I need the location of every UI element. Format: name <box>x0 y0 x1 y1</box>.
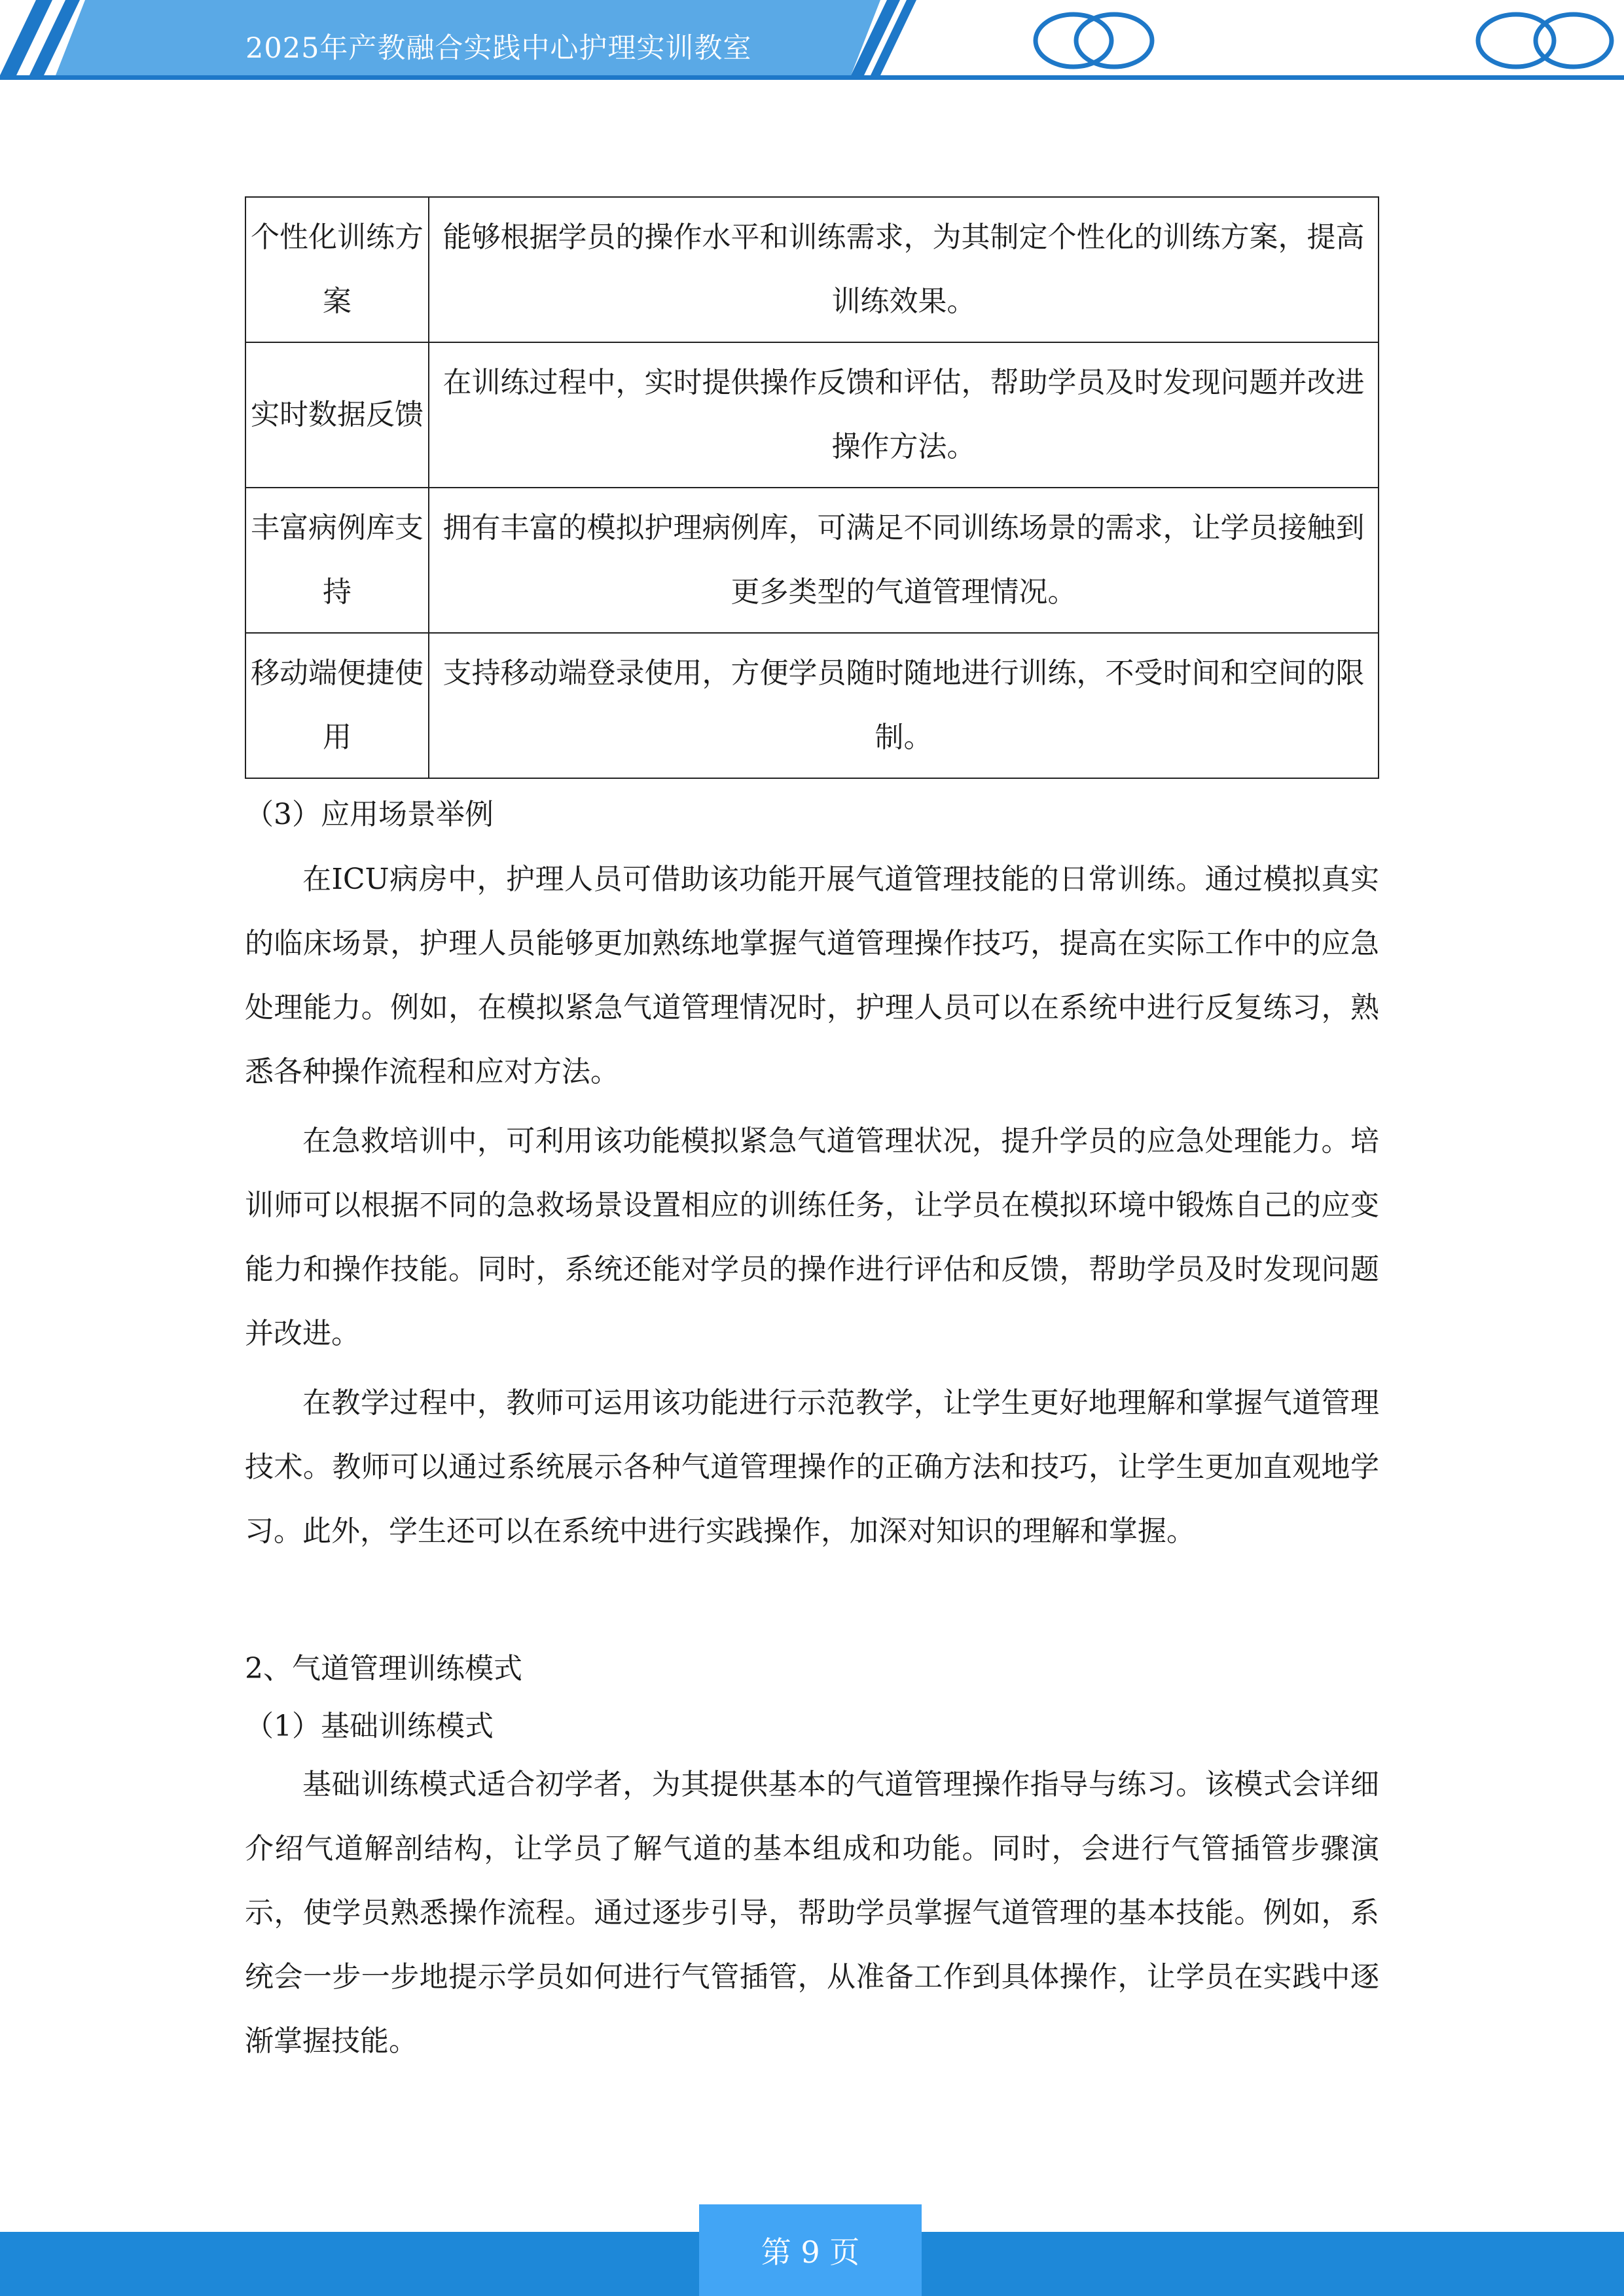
table-cell-description: 在训练过程中，实时提供操作反馈和评估，帮助学员及时发现问题并改进操作方法。 <box>429 342 1379 488</box>
header-decoration <box>0 0 1624 85</box>
table-cell-description: 能够根据学员的操作水平和训练需求，为其制定个性化的训练方案，提高训练效果。 <box>429 197 1379 342</box>
section-training-modes <box>245 1649 1379 2073</box>
paragraph: 基础训练模式适合初学者，为其提供基本的气道管理操作指导与练习。该模式会详细介绍气道解剖结构，让学员了解气道的基本组成和功能。同时，会进行气管插管步骤演示，使学员熟悉操作流程。通过逐步引导，帮助学员掌握气道管理的基本技能。例如，系统会一步一步地提示学员如何进行气管插管，从准备工作到具体操作，让学员在实践中逐渐掌握技能。 <box>245 1768 1379 2058</box>
table-cell-feature: 实时数据反馈 <box>245 342 429 488</box>
paragraph: 在教学过程中，教师可运用该功能进行示范教学，让学生更好地理解和掌握气道管理技术。教师可以通过系统展示各种气道管理操作的正确方法和技巧，让学生更加直观地学习。此外，学生还可以在系统中进行实践操作，加深对知识的理解和掌握。 <box>245 1386 1379 1548</box>
page-header <box>0 0 1624 85</box>
section-heading: 2、气道管理训练模式 <box>245 1652 522 1685</box>
table-cell-feature: 丰富病例库支持 <box>245 488 429 633</box>
page-number-box <box>699 2204 922 2296</box>
subsection-heading: （1）基础训练模式 <box>245 1710 494 1743</box>
rings-logo-right-icon <box>1478 14 1612 67</box>
feature-table <box>245 196 1379 779</box>
table-cell-description: 拥有丰富的模拟护理病例库，可满足不同训练场景的需求，让学员接触到更多类型的气道管理情况。 <box>429 488 1379 633</box>
section-application-scenarios <box>245 795 1379 1564</box>
table-cell-feature: 个性化训练方案 <box>245 197 429 342</box>
table-row <box>245 197 1379 342</box>
table-row <box>245 633 1379 778</box>
paragraph: 在急救培训中，可利用该功能模拟紧急气道管理状况，提升学员的应急处理能力。培训师可以根据不同的急救场景设置相应的训练任务，让学员在模拟环境中锻炼自己的应变能力和操作技能。同时，系统还能对学员的操作进行评估和反馈，帮助学员及时发现问题并改进。 <box>245 1124 1379 1350</box>
table-cell-feature: 移动端便捷使用 <box>245 633 429 778</box>
table-row <box>245 488 1379 633</box>
table-cell-description: 支持移动端登录使用，方便学员随时随地进行训练，不受时间和空间的限制。 <box>429 633 1379 778</box>
paragraph: 在ICU病房中，护理人员可借助该功能开展气道管理技能的日常训练。通过模拟真实的临床场景，护理人员能够更加熟练地掌握气道管理操作技巧，提高在实际工作中的应急处理能力。例如，在模拟紧急气道管理情况时，护理人员可以在系统中进行反复练习，熟悉各种操作流程和应对方法。 <box>245 863 1379 1088</box>
page-number: 第 9 页 <box>761 2234 860 2270</box>
header-rule <box>0 75 1624 80</box>
header-title: 2025年产教融合实践中心护理实训教室 <box>245 32 752 65</box>
section-heading: （3）应用场景举例 <box>245 798 494 831</box>
rings-logo-center-icon <box>1036 14 1152 67</box>
table-row <box>245 342 1379 488</box>
